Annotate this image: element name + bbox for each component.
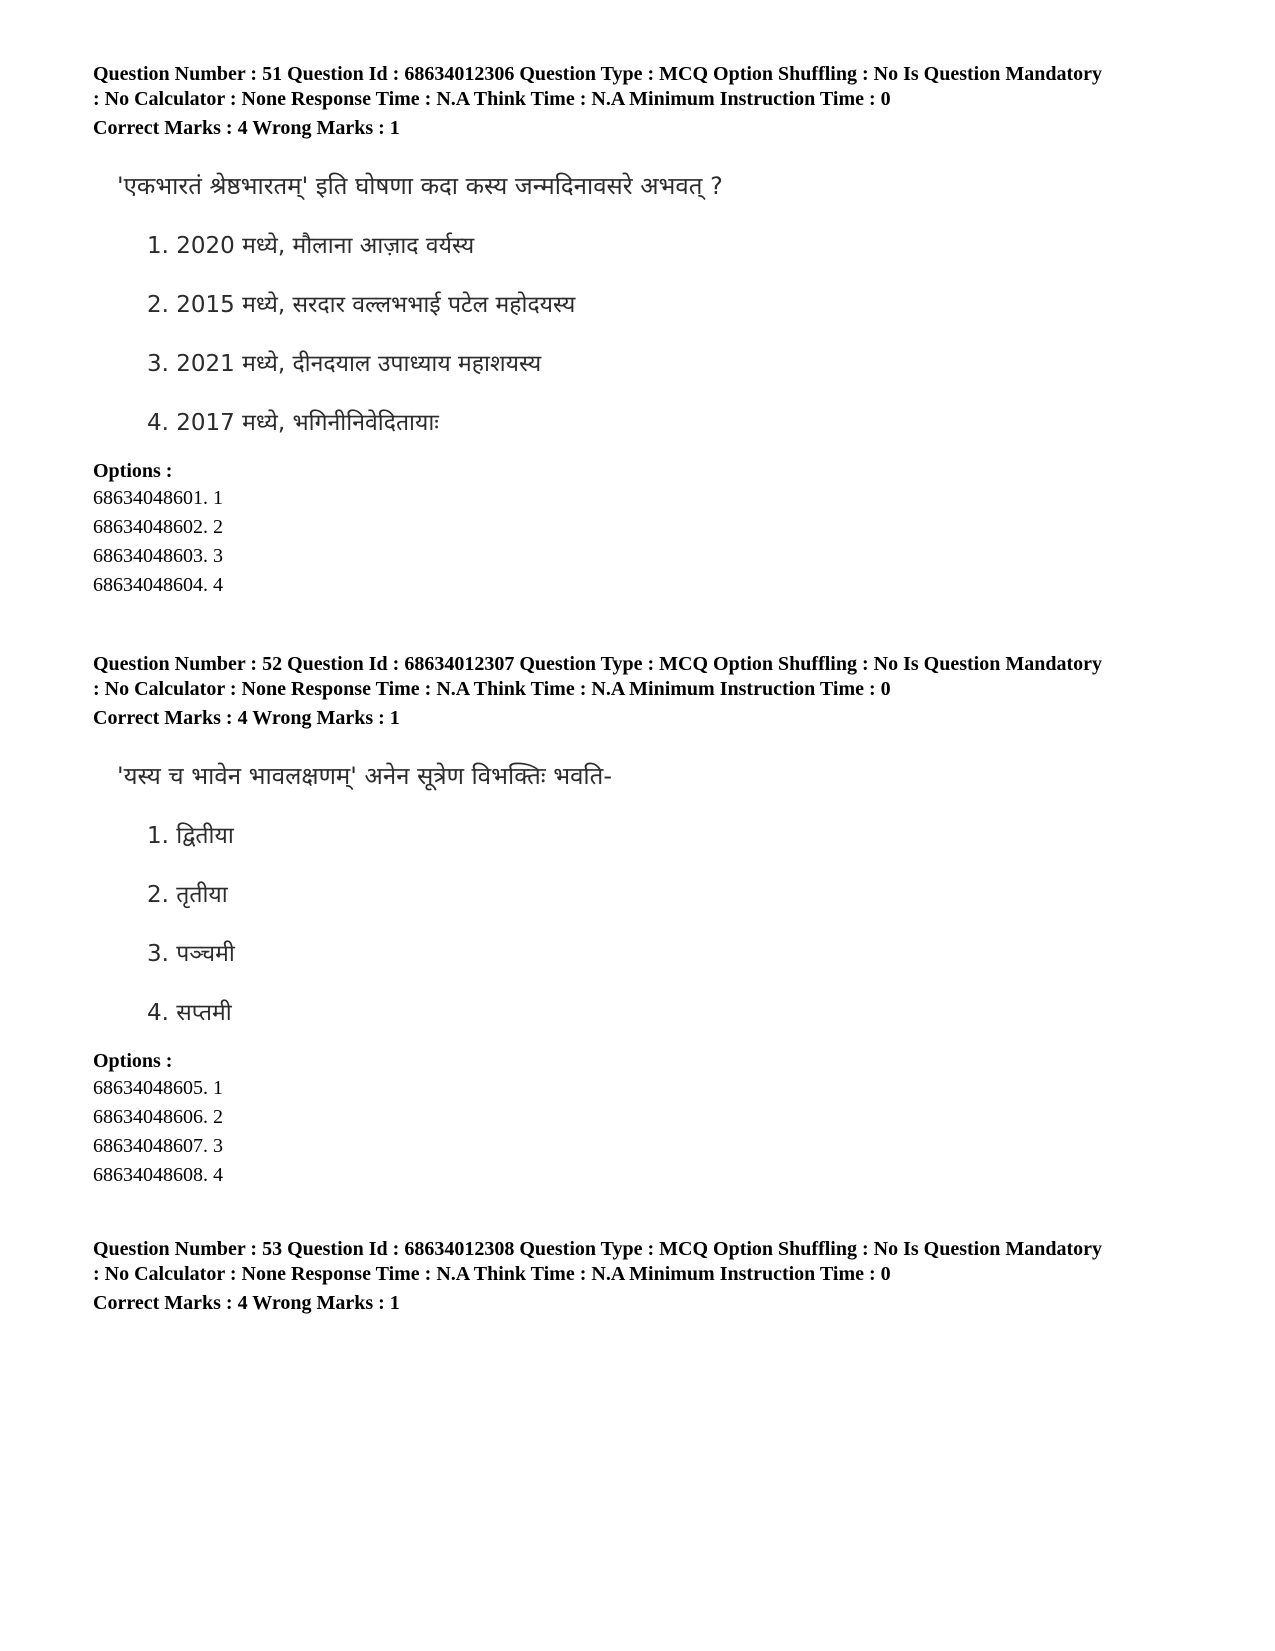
question-block-53	[93, 1237, 1193, 1316]
question-stem: 'एकभारतं श्रेष्ठभारतम्' इति घोषणा कदा कस्य जन्मदिनावसरे अभवत् ?	[117, 172, 723, 200]
question-meta-line-2: : No Calculator : None Response Time : N.A Think Time : N.A Minimum Instruction Time : 0	[93, 1263, 891, 1285]
choice-3: 3. 2021 मध्ये, दीनदयाल उपाध्याय महाशयस्य	[147, 351, 542, 377]
question-block-51	[93, 62, 1193, 600]
option-line: 68634048605. 1	[93, 1077, 223, 1099]
options-title: Options :	[93, 1050, 173, 1072]
choice-1: 1. द्वितीया	[147, 823, 234, 849]
choice-3: 3. पञ्चमी	[147, 941, 235, 967]
question-image	[93, 159, 1193, 459]
question-image	[93, 749, 1193, 1049]
question-meta-line-2: : No Calculator : None Response Time : N.A Think Time : N.A Minimum Instruction Time : 0	[93, 678, 891, 700]
question-marks: Correct Marks : 4 Wrong Marks : 1	[93, 117, 400, 139]
question-stem: 'यस्य च भावेन भावलक्षणम्' अनेन सूत्रेण विभक्तिः भवति-	[117, 762, 612, 790]
question-meta-line-1: Question Number : 52 Question Id : 68634012307 Question Type : MCQ Option Shuffling : No Is Question Mandatory	[93, 653, 1102, 675]
question-marks: Correct Marks : 4 Wrong Marks : 1	[93, 1292, 400, 1314]
option-line: 68634048608. 4	[93, 1164, 223, 1186]
option-line: 68634048607. 3	[93, 1135, 223, 1157]
choice-2: 2. तृतीया	[147, 882, 228, 908]
option-line: 68634048603. 3	[93, 545, 223, 567]
question-block-52	[93, 652, 1193, 1190]
option-line: 68634048602. 2	[93, 516, 223, 538]
question-meta-line-1: Question Number : 53 Question Id : 68634012308 Question Type : MCQ Option Shuffling : No Is Question Mandatory	[93, 1238, 1102, 1260]
option-line: 68634048604. 4	[93, 574, 223, 596]
choice-4: 4. 2017 मध्ये, भगिनीनिवेदितायाः	[147, 410, 439, 436]
option-line: 68634048601. 1	[93, 487, 223, 509]
question-meta-line-2: : No Calculator : None Response Time : N.A Think Time : N.A Minimum Instruction Time : 0	[93, 88, 891, 110]
choice-2: 2. 2015 मध्ये, सरदार वल्लभभाई पटेल महोदयस्य	[147, 292, 576, 318]
choice-4: 4. सप्तमी	[147, 1000, 232, 1026]
question-marks: Correct Marks : 4 Wrong Marks : 1	[93, 707, 400, 729]
options-title: Options :	[93, 460, 173, 482]
question-meta-line-1: Question Number : 51 Question Id : 68634012306 Question Type : MCQ Option Shuffling : No Is Question Mandatory	[93, 63, 1102, 85]
option-line: 68634048606. 2	[93, 1106, 223, 1128]
choice-1: 1. 2020 मध्ये, मौलाना आज़ाद वर्यस्य	[147, 233, 475, 259]
